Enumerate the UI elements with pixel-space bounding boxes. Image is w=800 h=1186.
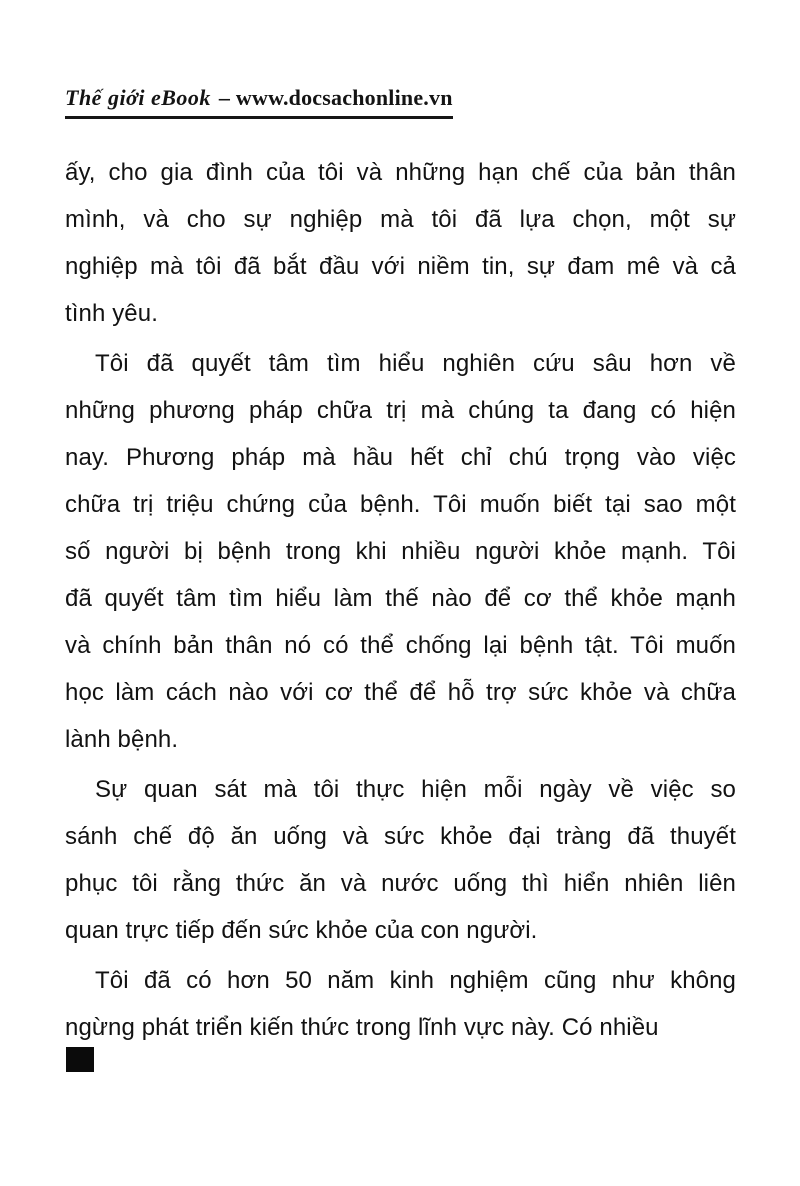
end-of-section-marker	[66, 1047, 94, 1072]
text-line: nghiệp mà tôi đã bắt đầu với niềm tin, sự đam mê và cả	[65, 253, 736, 280]
text-line: số người bị bệnh trong khi nhiều người khỏe mạnh. Tôi	[65, 538, 736, 565]
ebook-masthead	[65, 85, 453, 119]
text-line: và chính bản thân nó có thể chống lại bệnh tật. Tôi muốn	[65, 632, 736, 659]
text-line: ấy, cho gia đình của tôi và những hạn chế của bản thân	[65, 159, 736, 186]
paragraph	[65, 766, 736, 954]
text-line: quan trực tiếp đến sức khỏe của con người.	[65, 917, 538, 944]
masthead-site-url: www.docsachonline.vn	[235, 85, 453, 110]
paragraph	[65, 340, 736, 763]
masthead-brand-text: Thế giới eBook	[65, 85, 211, 110]
text-line: Tôi đã quyết tâm tìm hiểu nghiên cứu sâu hơn về	[95, 350, 736, 377]
masthead-separator: –	[218, 85, 230, 110]
text-line: chữa trị triệu chứng của bệnh. Tôi muốn biết tại sao một	[65, 491, 736, 518]
text-line: ngừng phát triển kiến thức trong lĩnh vực này. Có nhiều	[65, 1014, 659, 1041]
text-line: phục tôi rằng thức ăn và nước uống thì hiển nhiên liên	[65, 870, 736, 897]
text-line: tình yêu.	[65, 300, 158, 327]
text-line: đã quyết tâm tìm hiểu làm thế nào để cơ thể khỏe mạnh	[65, 585, 736, 612]
page-body-text	[65, 149, 736, 1051]
text-line: Sự quan sát mà tôi thực hiện mỗi ngày về việc so	[95, 776, 736, 803]
text-line: những phương pháp chữa trị mà chúng ta đang có hiện	[65, 397, 736, 424]
paragraph	[65, 149, 736, 337]
text-line: mình, và cho sự nghiệp mà tôi đã lựa chọn, một sự	[65, 206, 736, 233]
text-line: Tôi đã có hơn 50 năm kinh nghiệm cũng như không	[95, 967, 736, 994]
text-line: lành bệnh.	[65, 726, 179, 753]
text-line: nay. Phương pháp mà hầu hết chỉ chú trọng vào việc	[65, 444, 736, 471]
text-line: học làm cách nào với cơ thể để hỗ trợ sức khỏe và chữa	[65, 679, 736, 706]
text-line: sánh chế độ ăn uống và sức khỏe đại tràng đã thuyết	[65, 823, 736, 850]
paragraph	[65, 957, 736, 1051]
